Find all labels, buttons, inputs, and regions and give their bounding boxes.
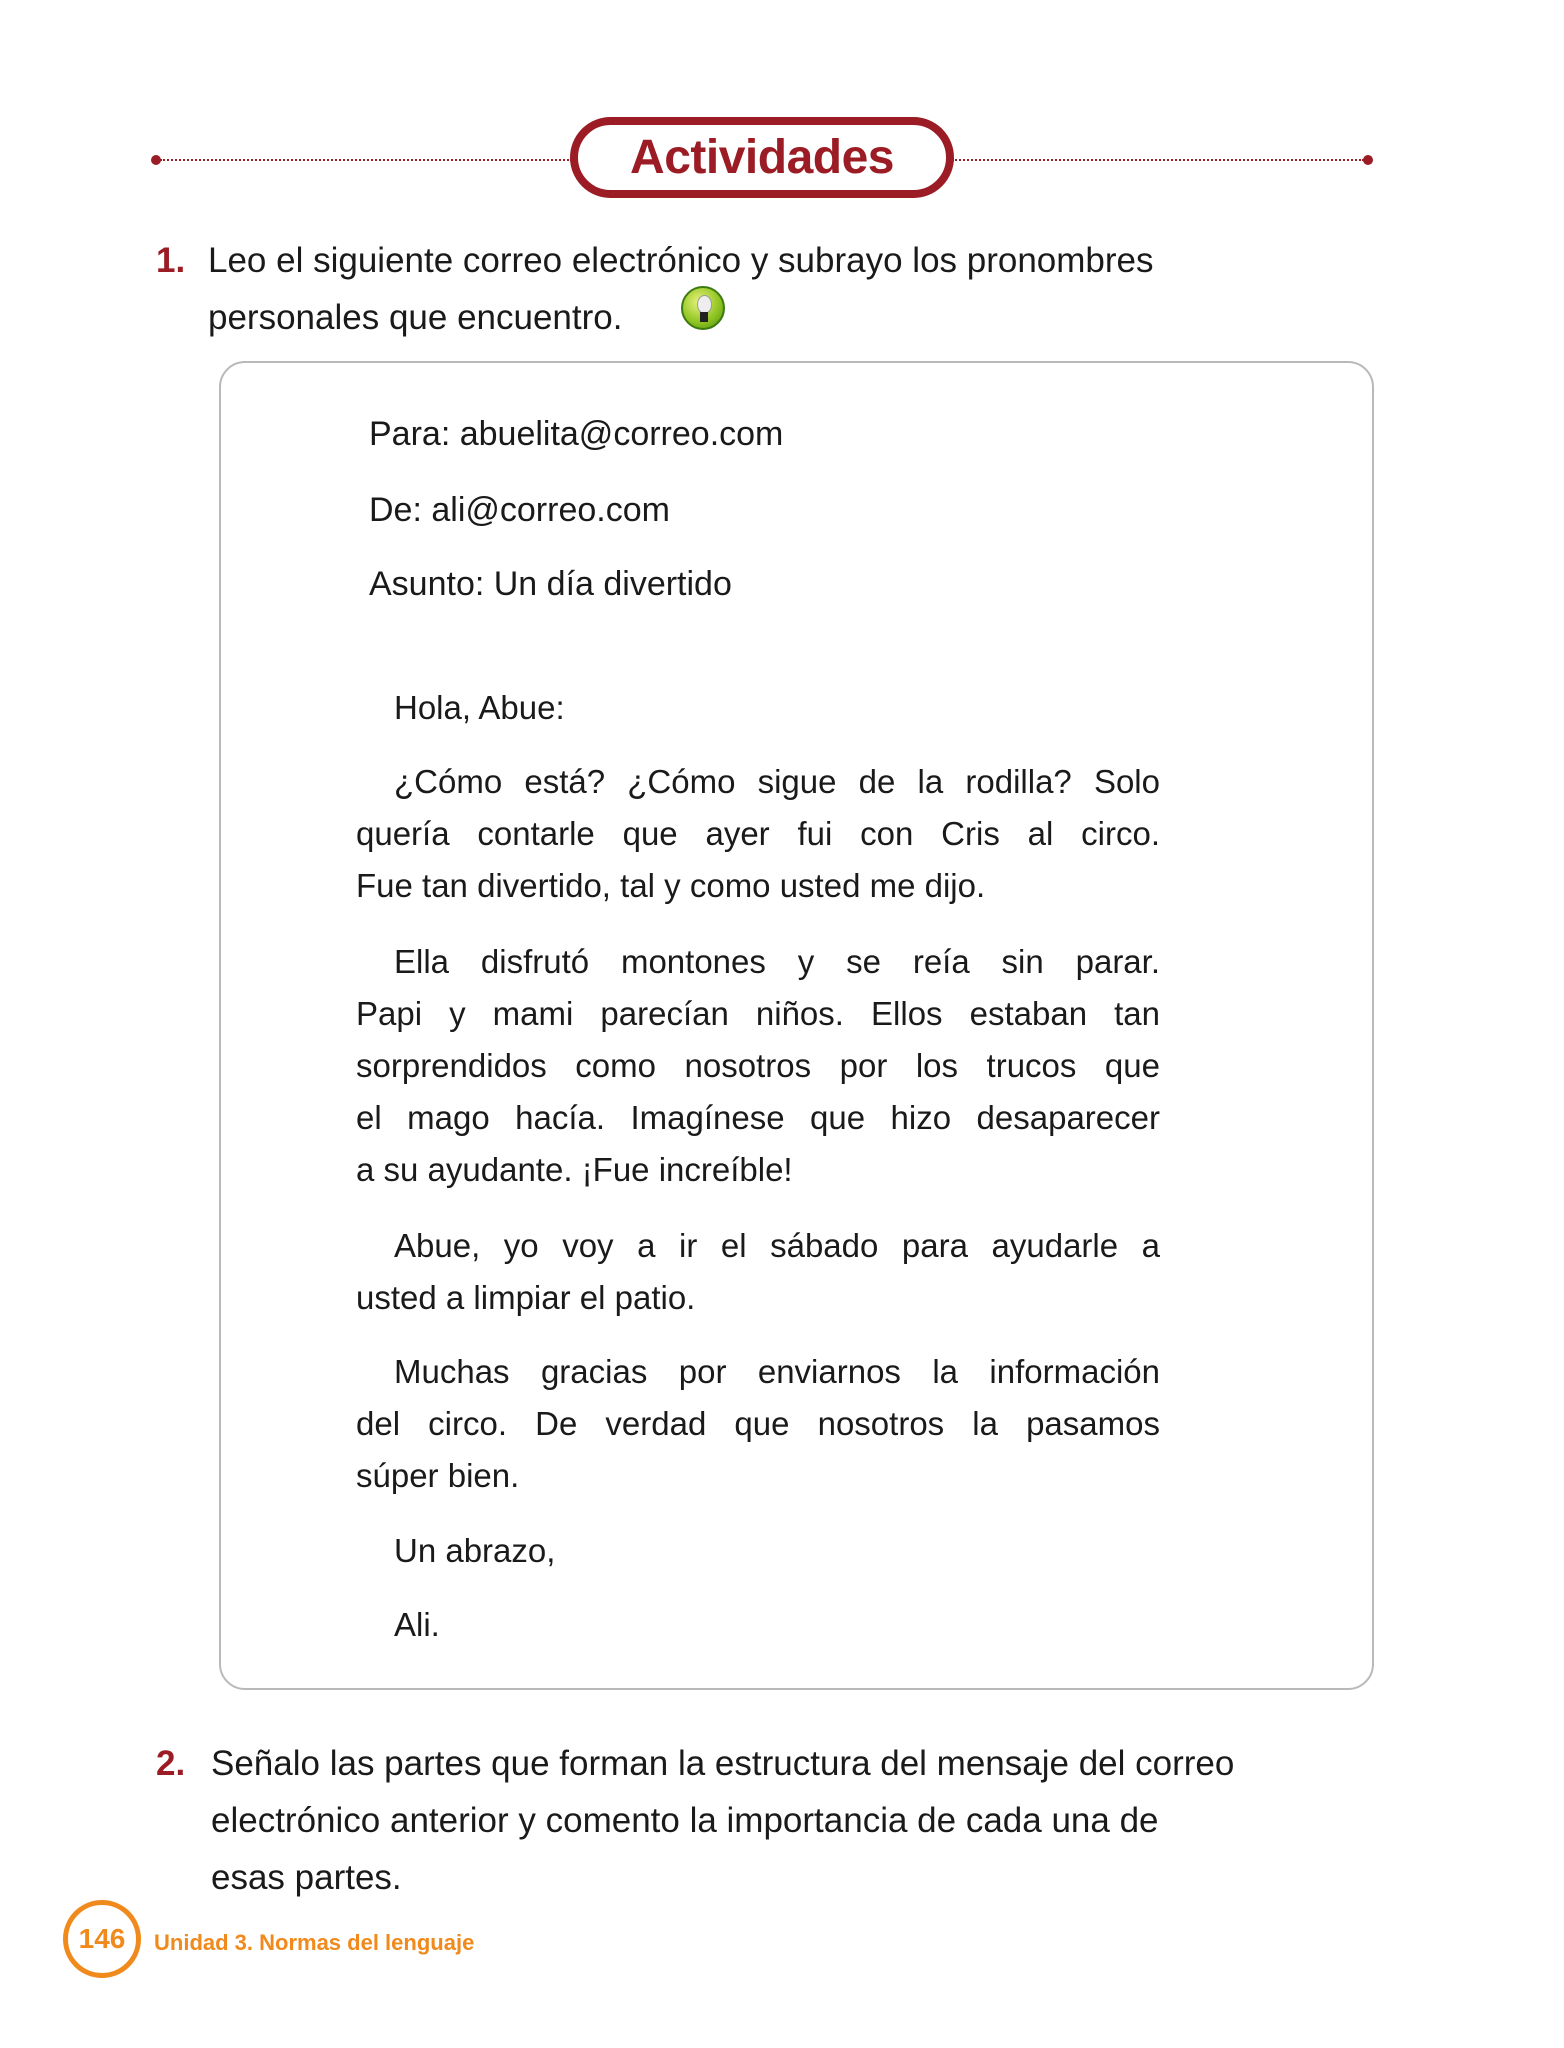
instruction-line: esas partes. [211,1858,402,1897]
email-from: De: ali@correo.com [369,491,670,529]
greeting-text: Hola, Abue: [394,689,565,726]
section-title: Actividades [630,131,894,184]
paragraph-line: súper bien. [356,1457,520,1494]
dotted-rule-right [952,159,1364,161]
paragraph-line: del circo. De verdad que nosotros la pasamos [356,1405,1160,1442]
email-paragraph [356,1220,1160,1324]
closing-text: Un abrazo, [394,1532,556,1569]
email-subject: Asunto: Un día divertido [369,565,732,603]
rule-dot-right [1363,155,1373,165]
paragraph-line: ¿Cómo está? ¿Cómo sigue de la rodilla? Solo [394,763,1160,800]
lightbulb-icon [681,286,725,330]
paragraph-line: Abue, yo voy a ir el sábado para ayudarle a [394,1227,1160,1264]
dotted-rule-left [160,159,572,161]
paragraph-line: Papi y mami parecían niños. Ellos estaban tan [356,995,1160,1032]
unit-title: Unidad 3. Normas del lenguaje [154,1930,475,1955]
email-paragraph [356,756,1160,912]
paragraph-line: sorprendidos como nosotros por los trucos que [356,1047,1160,1084]
email-paragraph [356,936,1160,1196]
email-closing [356,1525,1160,1577]
paragraph-line: Muchas gracias por enviarnos la información [394,1353,1160,1390]
instruction-line: Leo el siguiente correo electrónico y subrayo los pronombres [208,241,1154,280]
activity-number: 2. [156,1744,186,1783]
paragraph-line: Fue tan divertido, tal y como usted me dijo. [356,867,986,904]
instruction-line: Señalo las partes que forman la estructura del mensaje del correo [211,1744,1235,1783]
signature-text: Ali. [394,1606,440,1643]
section-title-badge [570,117,954,198]
paragraph-line: a su ayudante. ¡Fue increíble! [356,1151,793,1188]
email-to: Para: abuelita@correo.com [369,415,784,453]
paragraph-line: quería contarle que ayer fui con Cris al circo. [356,815,1160,852]
activity-number: 1. [156,241,186,280]
paragraph-line: usted a limpiar el patio. [356,1279,696,1316]
email-signature [356,1599,1160,1651]
email-paragraph [356,1346,1160,1502]
paragraph-line: Ella disfrutó montones y se reía sin parar. [394,943,1160,980]
page-number: 146 [63,1900,141,1978]
paragraph-line: el mago hacía. Imagínese que hizo desaparecer [356,1099,1160,1136]
instruction-line: personales que encuentro. [208,298,623,337]
email-greeting [356,682,1160,734]
instruction-line: electrónico anterior y comento la importancia de cada una de [211,1801,1159,1840]
